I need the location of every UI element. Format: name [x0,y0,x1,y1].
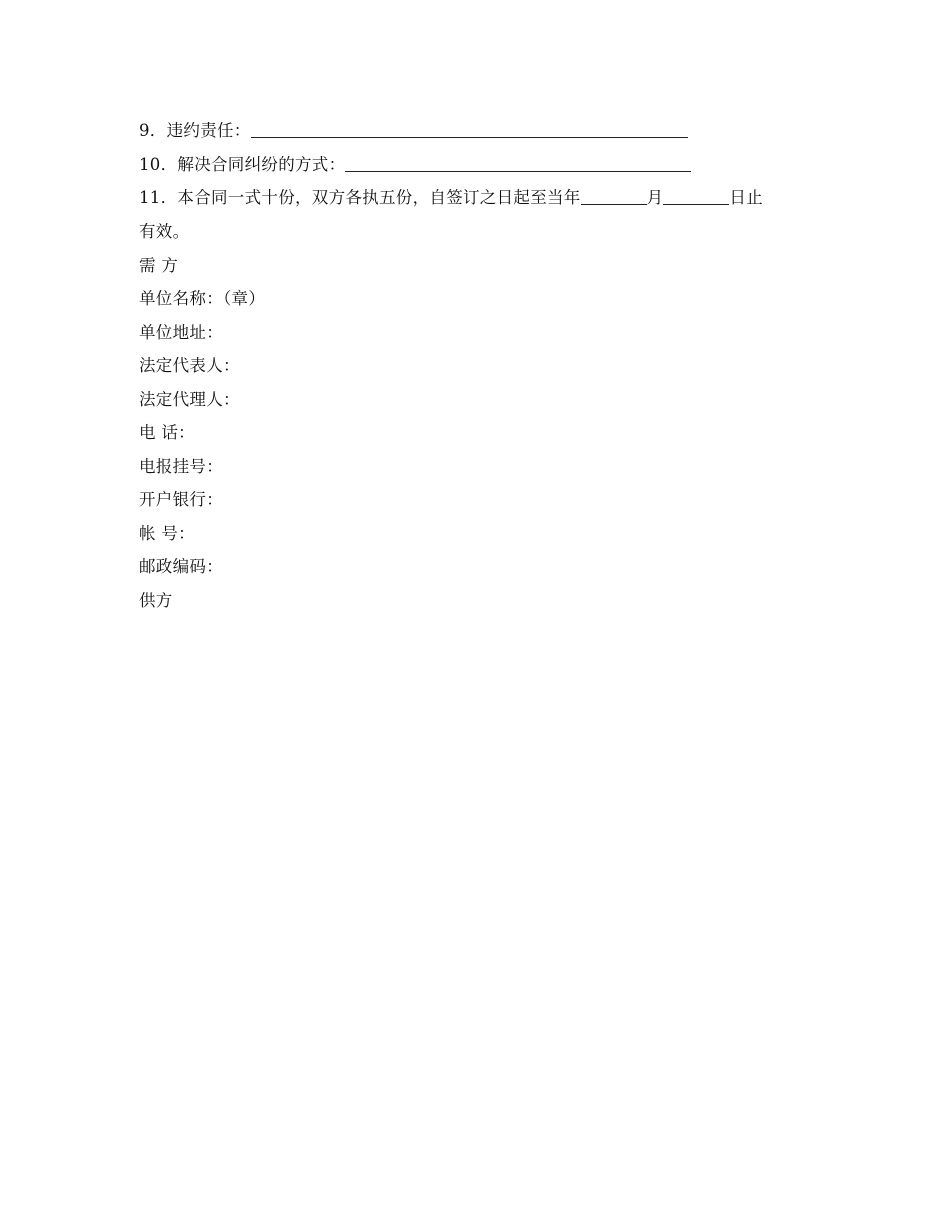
day-label: 日止 [729,188,764,207]
clause-9-line [139,118,819,152]
supplier-heading: 供方 [139,590,173,610]
buyer-account-number: 帐 号： [139,523,195,543]
buyer-unit-address: 单位地址： [139,322,223,342]
buyer-heading: 需 方 [139,255,179,275]
buyer-legal-representative: 法定代表人： [139,356,240,375]
buyer-legal-agent: 法定代理人： [139,389,240,409]
contract-content [139,118,819,621]
clause-11-line [139,185,819,219]
breach-liability-blank [251,118,688,138]
month-blank [581,185,647,205]
buyer-postal-code: 邮政编码： [139,557,223,576]
clause-9-label: 9．违约责任： [139,121,251,140]
buyer-bank: 开户银行： [139,490,223,509]
clause-11-continuation: 有效。 [139,222,190,241]
buyer-unit-name: 单位名称：（章） [139,289,266,308]
clause-10-label: 10．解决合同纠纷的方式： [139,154,346,174]
buyer-phone: 电 话： [139,423,195,442]
month-label: 月 [646,188,664,207]
clause-11-text: 11．本合同一式十份，双方各执五份，自签订之日起至当年 [139,188,581,207]
dispute-resolution-blank [345,152,691,172]
day-blank [663,185,729,205]
clause-10-line [139,152,819,186]
buyer-telegraph-code: 电报挂号： [139,456,223,476]
